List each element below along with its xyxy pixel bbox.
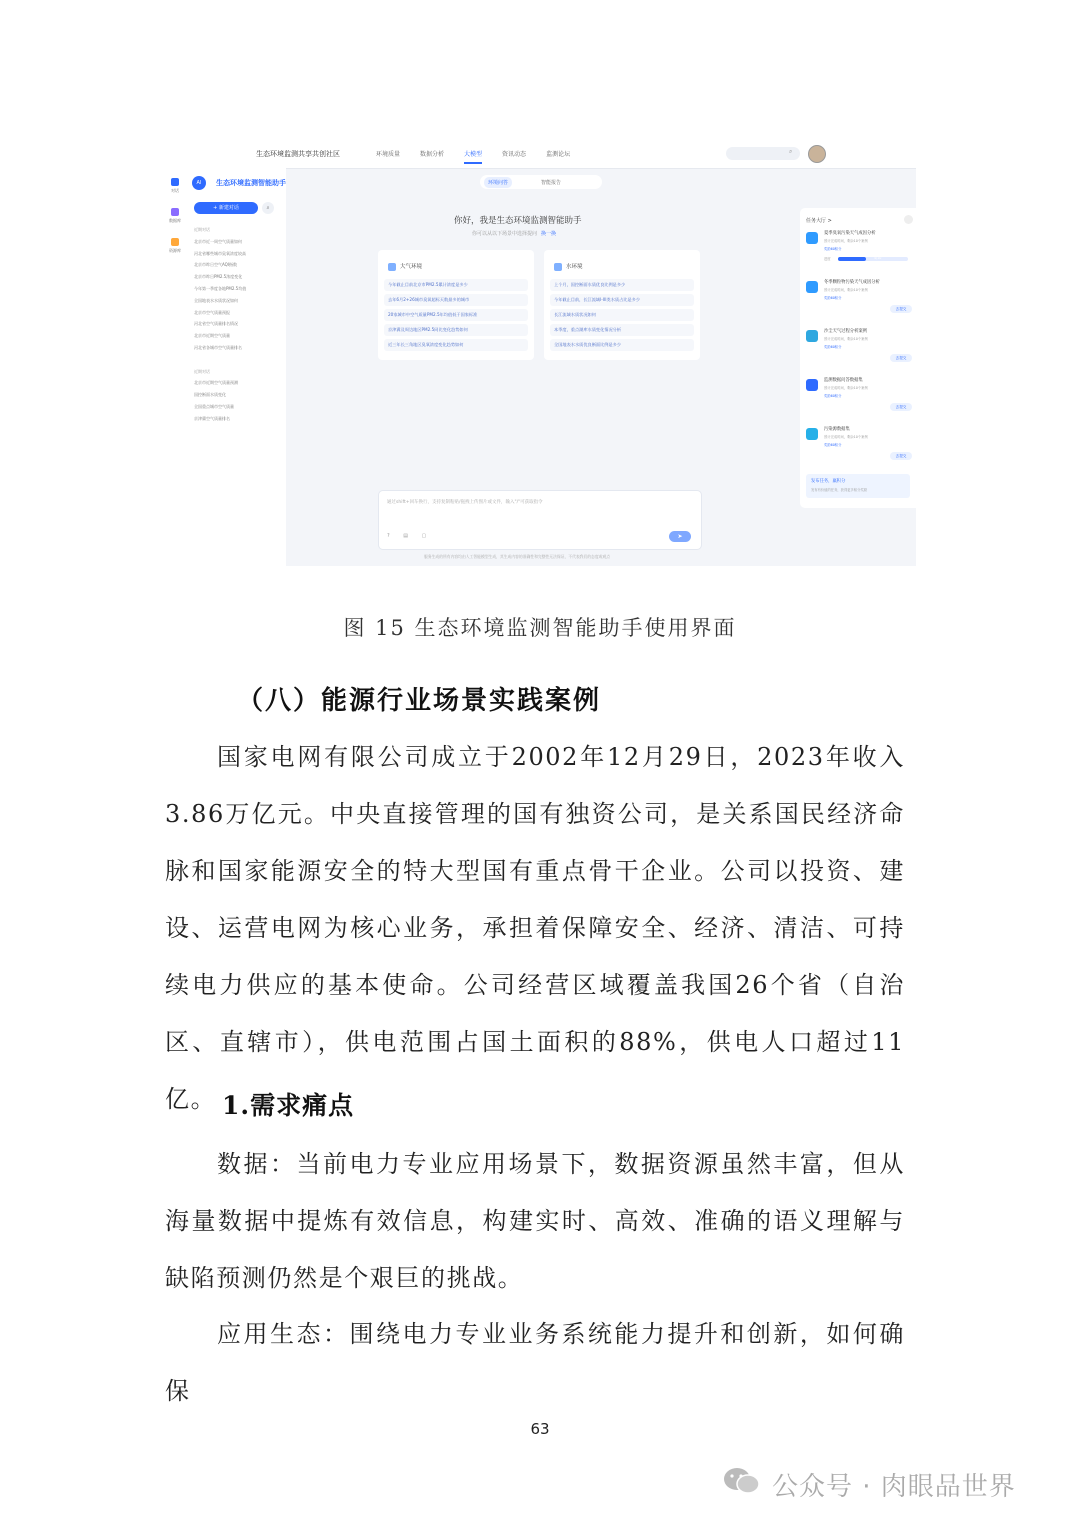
history-item[interactable]: 国控断面水质变化 <box>194 392 226 398</box>
history-item[interactable]: 北京市空气质量预报 <box>194 309 230 315</box>
progress-fill <box>838 257 866 261</box>
task-item[interactable] <box>806 377 912 417</box>
task-points: 奖励60积分 <box>824 345 842 349</box>
progress-bar <box>838 257 908 261</box>
history-item[interactable]: 北京市昨日空气AQI指数 <box>194 262 237 268</box>
task-points: 奖励60积分 <box>824 443 842 447</box>
welcome-title: 你好，我是生态环境监测智能助手 <box>454 216 582 226</box>
task-points: 奖励60积分 <box>824 394 842 398</box>
task-title: 监测数据问答数据集 <box>824 378 863 383</box>
task-hall-title[interactable]: 任务大厅 > <box>806 218 832 224</box>
task-points: 奖励60积分 <box>824 247 842 251</box>
chat-input[interactable] <box>378 490 702 550</box>
water-icon <box>554 263 562 271</box>
submit-button[interactable]: 去提交 <box>890 452 912 460</box>
history-item[interactable]: 全国重点城市空气质量 <box>194 403 234 409</box>
card-title-text: 大气环境 <box>400 264 423 270</box>
page-number: 63 <box>530 1420 550 1438</box>
input-toolbar-icons[interactable]: ? ▤ ▢ <box>387 533 433 539</box>
top-nav-bar <box>164 140 916 169</box>
task-icon <box>806 379 818 391</box>
task-item[interactable] <box>806 230 912 270</box>
app-title: 生态环境监测智能助手 <box>216 179 286 187</box>
card-title-text: 水环境 <box>566 264 583 270</box>
task-item[interactable] <box>806 279 912 319</box>
history-item[interactable]: 全国地表水水质状况如何 <box>194 297 238 303</box>
nav-item-large-model[interactable]: 大模型 <box>464 151 483 158</box>
history-group-label: 近期对话 <box>194 227 210 232</box>
close-icon[interactable] <box>904 215 913 224</box>
history-item[interactable]: 今年第一季度各地PM2.5均值 <box>194 285 247 291</box>
nav-item-env-quality[interactable]: 环境质量 <box>376 151 401 158</box>
tab-smart-report[interactable]: 智能报告 <box>541 180 562 186</box>
suggested-question[interactable]: 全国地表水水质优良断面比例是多少 <box>550 339 694 351</box>
history-item[interactable]: 河北省哪些城市臭氧浓度较高 <box>194 250 246 256</box>
task-icon <box>806 330 818 342</box>
rail-label: 对话 <box>171 188 179 193</box>
suggested-question[interactable]: 本季度，重点湖库水质变化情况分析 <box>550 324 694 336</box>
search-icon[interactable]: ⌕ <box>789 148 793 155</box>
task-item[interactable] <box>806 328 912 368</box>
task-title: 夏季臭氧污染天气成因分析 <box>824 231 876 236</box>
chat-icon <box>171 178 179 186</box>
card-title <box>554 262 583 271</box>
figure-screenshot <box>164 140 916 566</box>
submit-button[interactable]: 去提交 <box>890 403 912 411</box>
tab-env-qa[interactable]: 环境问答 <box>484 177 512 188</box>
publish-task-desc: 发布有价值的任务，获得更多积分奖励 <box>811 488 868 492</box>
rail-item-chat[interactable] <box>168 178 182 194</box>
progress-label: 进度 <box>824 257 831 261</box>
suggested-question[interactable]: 京津冀及周边地区PM2.5同比变化趋势如何 <box>384 324 528 336</box>
submit-button[interactable]: 去提交 <box>890 305 912 313</box>
task-desc: 预计完成时间，剩余10个案例 <box>824 386 868 390</box>
task-desc: 预计完成时间，剩余10个案例 <box>824 239 868 243</box>
suggested-question[interactable]: 今年截止目前，长江流域I-III类水质占比是多少 <box>550 294 694 306</box>
history-group-label: 近期对话 <box>194 368 210 374</box>
suggested-question[interactable]: 去年6月2+26城市臭氧超标天数最多的城市 <box>384 294 528 306</box>
chat-input-placeholder: 通过shift+回车换行，支持复制粘贴/拖拽上传图片或文件，输入"/"可获取指令 <box>387 500 543 505</box>
card-title <box>388 262 422 271</box>
refresh-link[interactable]: 换一换 <box>541 231 557 237</box>
watermark-text: 公众号 · 肉眼品世界 <box>772 1472 1016 1502</box>
subsection-heading: 1.需求痛点 <box>222 1091 355 1120</box>
welcome-subtitle <box>472 230 556 237</box>
history-item <box>194 354 246 366</box>
folder-icon <box>171 238 179 246</box>
task-title: 冬季颗粒物污染天气成因分析 <box>824 280 880 285</box>
search-icon[interactable]: ⌕ <box>262 202 274 214</box>
suggested-question[interactable]: 20家城市中空气质量PM2.5年均值低于国家标准 <box>384 309 528 321</box>
history-item[interactable]: 北京市近期空气质量 <box>194 333 230 339</box>
task-progress <box>824 256 908 262</box>
submit-button[interactable]: 去提交 <box>890 354 912 362</box>
site-brand[interactable]: 生态环境监测共享共创社区 <box>256 150 340 158</box>
history-item[interactable]: 河北省空气质量排名情况 <box>194 321 238 327</box>
task-item[interactable] <box>806 426 912 466</box>
rail-label: 数据库 <box>169 218 181 223</box>
task-icon <box>806 428 818 440</box>
side-panel <box>186 168 286 566</box>
rail-item-resources[interactable] <box>168 238 182 254</box>
history-item[interactable]: 京津冀空气质量排名 <box>194 415 230 421</box>
card-air <box>378 250 534 360</box>
task-title: 沙尘天气过程分析案例 <box>824 329 867 334</box>
app-logo: AI <box>192 176 206 190</box>
task-icon <box>806 232 818 244</box>
publish-task-title: 发布任务，赢积分 <box>811 479 846 484</box>
task-desc: 预计完成时间，剩余10个案例 <box>824 288 868 292</box>
task-hall-panel <box>800 208 916 508</box>
avatar[interactable] <box>808 145 826 163</box>
paragraph: 应用生态：围绕电力专业业务系统能力提升和创新，如何确保 <box>165 1320 905 1405</box>
send-button[interactable]: ➤ <box>669 531 691 542</box>
suggested-question[interactable]: 长江流域水质状况如何 <box>550 309 694 321</box>
progress-text: 4/10 <box>874 256 882 260</box>
new-chat-button[interactable]: + 新建对话 <box>194 202 258 214</box>
task-icon <box>806 281 818 293</box>
history-item[interactable]: 北京市昨日PM2.5浓度变化 <box>194 274 243 280</box>
task-desc: 预计完成时间，剩余10个案例 <box>824 435 868 439</box>
history-item[interactable]: 北京市近一周空气质量如何 <box>194 238 242 244</box>
paragraph: 数据：当前电力专业应用场景下，数据资源虽然丰富，但从海量数据中提炼有效信息，构建实时、高效、准确的语义理解与缺陷预测仍然是个艰巨的挑战。 <box>165 1150 905 1292</box>
nav-item-forum[interactable]: 监测论坛 <box>546 151 571 158</box>
top-nav <box>376 149 570 158</box>
history-item[interactable]: 北京市近期空气质量预测 <box>194 380 238 386</box>
suggested-question[interactable]: 近三年长三角地区臭氧浓度变化趋势如何 <box>384 339 528 351</box>
publish-task-banner[interactable] <box>806 474 910 498</box>
cloud-icon <box>388 263 396 271</box>
history-item[interactable]: 河北省各城市空气质量排名 <box>194 344 242 350</box>
welcome-subtitle-text: 你可以从以下场景中选择提问 <box>472 231 538 237</box>
suggested-question[interactable]: 今年截止目前北京市PM2.5累计浓度是多少 <box>384 279 528 291</box>
task-desc: 预计完成时间，剩余10个案例 <box>824 337 868 341</box>
suggested-question[interactable]: 上个月，国控断面水质优良比例是多少 <box>550 279 694 291</box>
section-heading: （八）能源行业场景实践案例 <box>237 686 602 716</box>
task-points: 奖励60积分 <box>824 296 842 300</box>
card-water <box>544 250 700 360</box>
task-title: 污染源数据集 <box>824 427 850 432</box>
nav-item-news[interactable]: 资讯动态 <box>502 151 527 158</box>
figure-caption: 图 15 生态环境监测智能助手使用界面 <box>343 616 737 640</box>
nav-item-data-analysis[interactable]: 数据分析 <box>420 151 445 158</box>
rail-item-database[interactable] <box>168 208 182 224</box>
paragraph: 国家电网有限公司成立于2002年12月29日，2023年收入3.86万亿元。中央直接管理的国有独资公司，是关系国民经济命脉和国家能源安全的特大型国有重点骨干企业。公司以投资、建设、运营电网为核心业务，承担着保障安全、经济、清洁、可持续电力供应的基本使命。公司经营区域覆盖我国26个省（自治区、直辖市），供电范围占国土面积的88%，供电人口超过11亿。 <box>165 743 905 1113</box>
left-rail <box>164 168 187 566</box>
rail-label: 资源库 <box>169 248 181 253</box>
history-list <box>194 224 246 425</box>
wechat-icon <box>722 1466 762 1496</box>
disclaimer: 服务生成的所有内容均由人工智能模型生成，其生成内容的准确性和完整性无法保证，不代表我们的态度或观点 <box>424 554 611 559</box>
database-icon <box>171 208 179 216</box>
